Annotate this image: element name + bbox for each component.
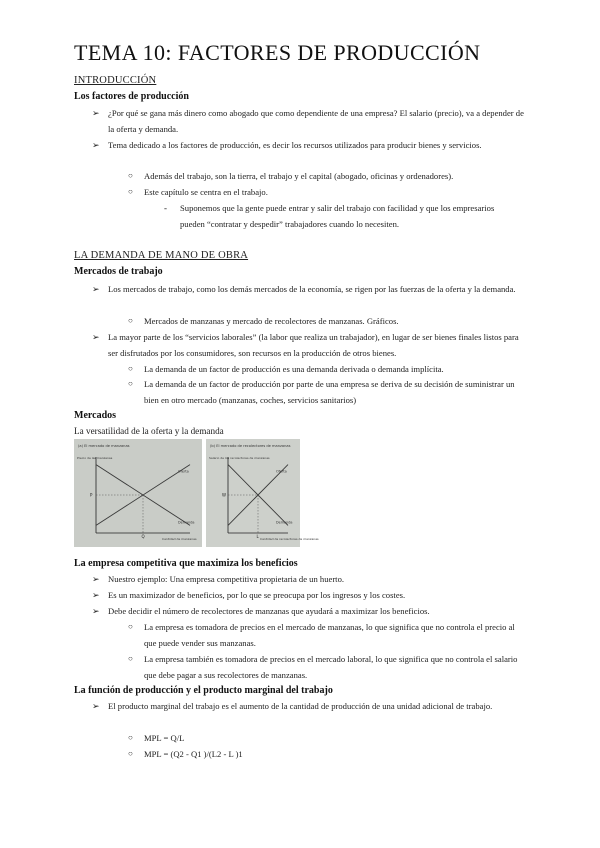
series-label-oferta: Oferta (178, 469, 189, 474)
list-item-text: Mercados de manzanas y mercado de recolectores de manzanas. Gráficos. (144, 316, 399, 326)
section-introduccion: INTRODUCCIÓN (74, 75, 157, 86)
arrow-bullet-icon: ➢ (92, 108, 100, 118)
heading-mercados-trabajo: Mercados de trabajo (74, 266, 163, 277)
chart-title: (a) El mercado de manzanas (78, 444, 130, 448)
list-item-text: Tema dedicado a los factores de producción, es decir los recursos utilizados para producir bienes y servicios. (108, 140, 482, 150)
chart-picker-market (206, 439, 319, 547)
list-item-text: La empresa también es tomadora de precios en el mercado laboral, lo que significa que no controla el salario que debe pagar a sus recolectores de manzanas. (144, 654, 518, 680)
y-axis-label: Salario de los recolectores de manzanas (209, 456, 270, 460)
list-item-text: Este capítulo se centra en el trabajo. (144, 187, 268, 197)
arrow-bullet-icon: ➢ (92, 590, 100, 600)
arrow-bullet-icon: ➢ (92, 332, 100, 342)
equilibrium-quantity-label: L (256, 534, 259, 539)
list-item-text: Nuestro ejemplo: Una empresa competitiva propietaria de un huerto. (108, 574, 345, 584)
arrow-bullet-icon: ➢ (92, 574, 100, 584)
arrow-bullet-icon: ➢ (92, 140, 100, 150)
equilibrium-price-label: P (90, 492, 93, 498)
series-label-demanda: Demanda (178, 520, 195, 525)
formula-mpl: MPL = Q/L (144, 733, 185, 743)
section-demanda: LA DEMANDA DE MANO DE OBRA (74, 250, 249, 261)
circle-bullet-icon: ○ (128, 187, 133, 196)
circle-bullet-icon: ○ (128, 364, 133, 373)
chart-apple-market (74, 439, 202, 547)
formula-mpl-ratio: MPL = (Q2 - Q1 )/(L2 - L )1 (144, 749, 243, 759)
list-item-text: La demanda de un factor de producción por parte de una empresa se deriva de su decisión de suministrar un bien en otro mercado (manzanas, coches, servicios sanitarios) (144, 379, 515, 405)
heading-empresa: La empresa competitiva que maximiza los beneficios (74, 558, 298, 569)
heading-funcion-produccion: La función de producción y el producto marginal del trabajo (74, 685, 333, 696)
circle-bullet-icon: ○ (128, 749, 133, 758)
circle-bullet-icon: ○ (128, 622, 133, 631)
list-item-text: El producto marginal del trabajo es el aumento de la cantidad de producción de una unidad adicional de trabajo. (108, 701, 493, 711)
heading-factores: Los factores de producción (74, 91, 189, 102)
circle-bullet-icon: ○ (128, 316, 133, 325)
list-item-text: Es un maximizador de beneficios, por lo que se preocupa por los ingresos y los costes. (108, 590, 406, 600)
circle-bullet-icon: ○ (128, 733, 133, 742)
equilibrium-price-label: W (222, 492, 226, 498)
series-label-demanda: Demanda (276, 520, 293, 525)
arrow-bullet-icon: ➢ (92, 284, 100, 294)
list-item-text: La demanda de un factor de producción es una demanda derivada o demanda implícita. (144, 364, 444, 374)
list-item-text: Suponemos que la gente puede entrar y salir del trabajo con facilidad y que los empresarios pueden “contratar y despedir” trabajadores cuando lo necesiten. (180, 203, 495, 229)
heading-mercados: Mercados (74, 410, 117, 421)
circle-bullet-icon: ○ (128, 379, 133, 388)
circle-bullet-icon: ○ (128, 654, 133, 663)
list-item-text: Además del trabajo, son la tierra, el trabajo y el capital (abogado, oficinas y ordenadores). (144, 171, 454, 181)
list-item-text: La empresa es tomadora de precios en el mercado de manzanas, lo que significa que no controla el precio al que puede vender sus manzanas. (144, 622, 515, 648)
equilibrium-quantity-label: Q (141, 534, 145, 539)
list-item-text: ¿Por qué se gana más dinero como abogado que como dependiente de una empresa? El salario (precio), va a depender de la oferta y demanda. (108, 108, 524, 134)
supply-demand-figure (0, 437, 600, 557)
dash-bullet-icon: - (164, 203, 167, 213)
figure-caption: La versatilidad de la oferta y la demanda (74, 426, 224, 436)
page-title: TEMA 10: FACTORES DE PRODUCCIÓN (74, 40, 481, 65)
x-axis-label: Cantidad de manzanas (162, 537, 197, 541)
y-axis-label: Precio de las manzanas (77, 456, 113, 460)
arrow-bullet-icon: ➢ (92, 701, 100, 711)
list-item-text: La mayor parte de los “servicios laborales” (la labor que realiza un trabajador), en lugar de ser bienes finales listos para ser disfrutados por los consumidores, son recursos en la producción de otros bienes. (108, 332, 519, 358)
list-item-text: Los mercados de trabajo, como los demás mercados de la economía, se rigen por las fuerzas de la oferta y la demanda. (108, 284, 516, 294)
arrow-bullet-icon: ➢ (92, 606, 100, 616)
list-item-text: Debe decidir el número de recolectores de manzanas que ayudará a maximizar los beneficios. (108, 606, 430, 616)
series-label-oferta: Oferta (276, 469, 287, 474)
x-axis-label: Cantidad de recolectores de manzanas (260, 537, 319, 541)
chart-title: (b) El mercado de recolectores de manzanas (210, 444, 291, 448)
circle-bullet-icon: ○ (128, 171, 133, 180)
